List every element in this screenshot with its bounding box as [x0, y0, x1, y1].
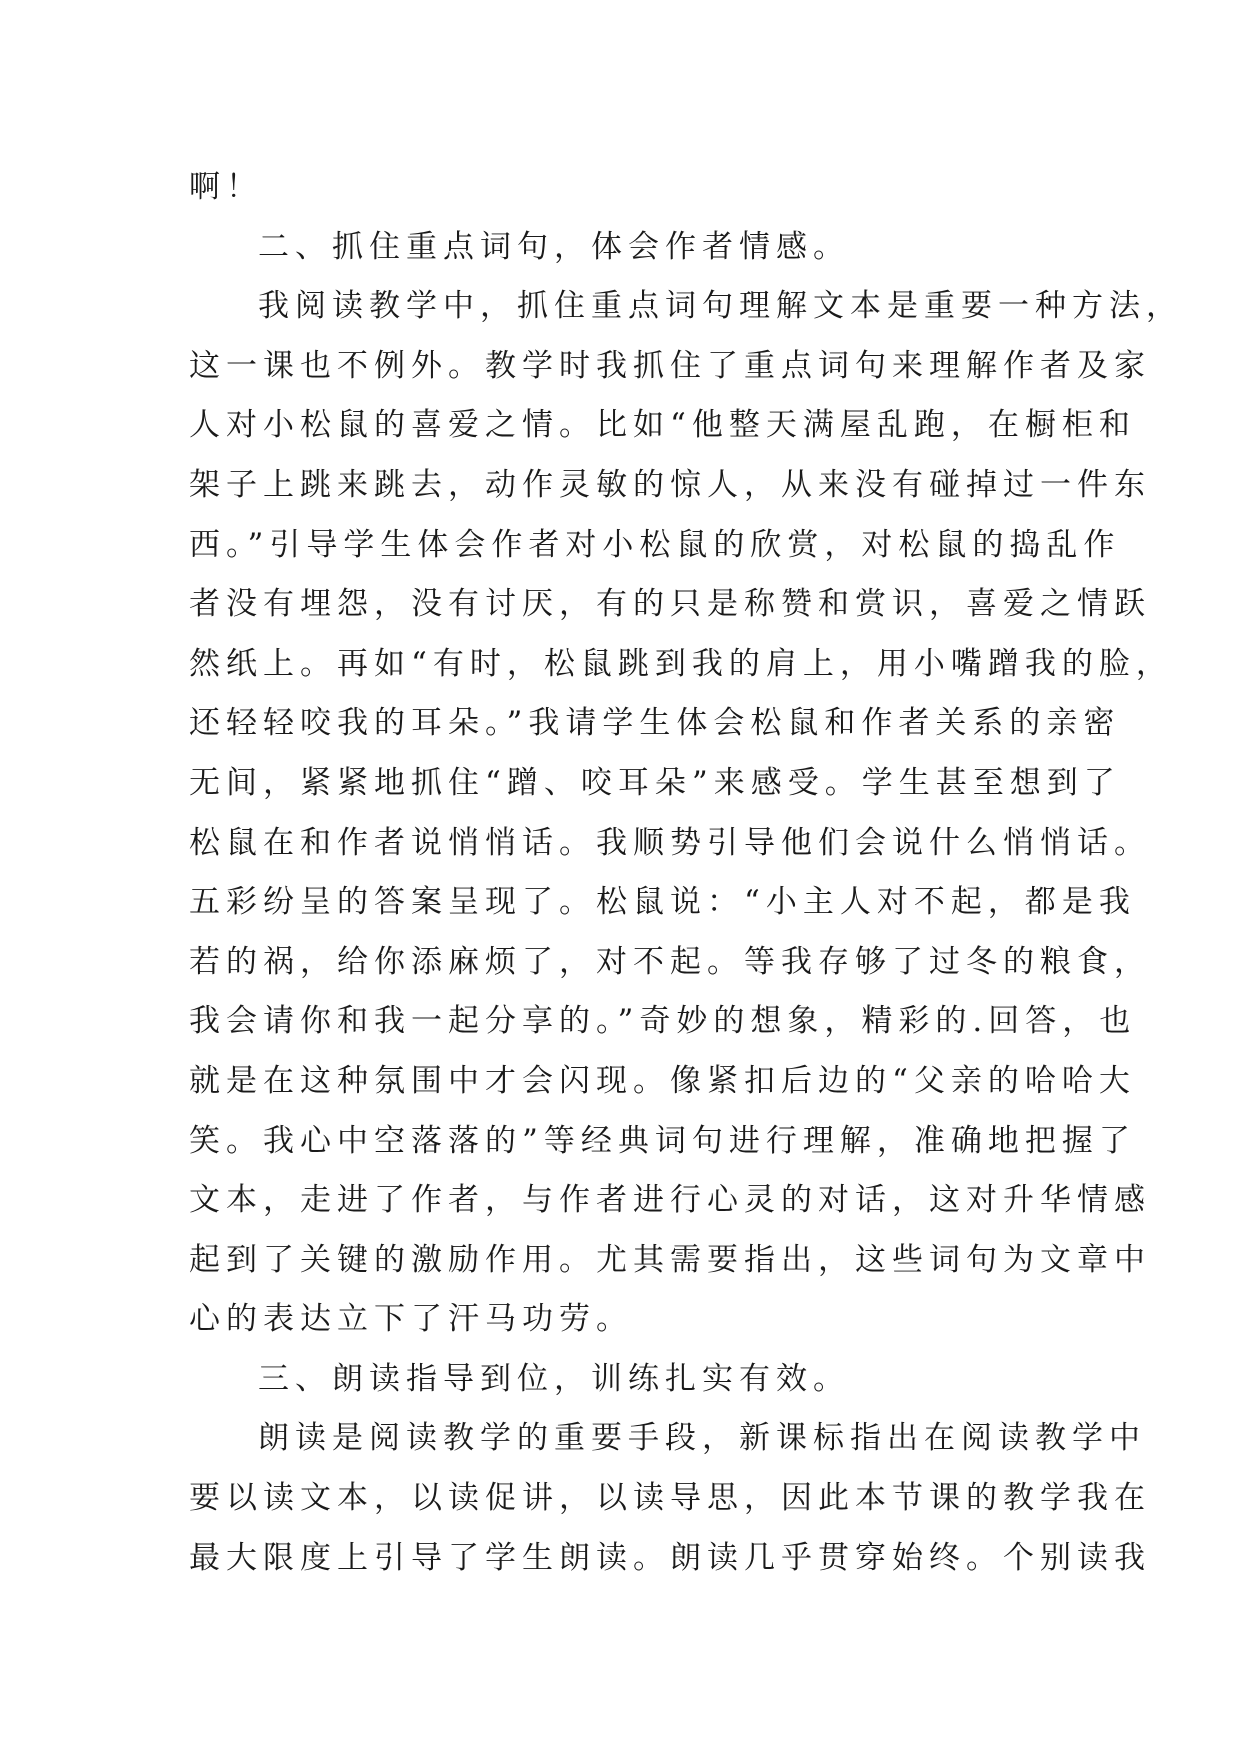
text-line: 架子上跳来跳去，动作灵敏的惊人，从来没有碰掉过一件东 [189, 466, 1151, 503]
text-line: 西。”引导学生体会作者对小松鼠的欣赏，对松鼠的捣乱作 [189, 526, 1121, 563]
text-line: 啊！ [189, 169, 263, 205]
document-body [189, 158, 1183, 1588]
text-line: 就是在这种氛围中才会闪现。像紧扣后边的“父亲的哈哈大 [189, 1062, 1136, 1099]
text-line: 五彩纷呈的答案呈现了。松鼠说：“小主人对不起，都是我 [189, 884, 1136, 921]
text-line: 者没有埋怨，没有讨厌，有的只是称赞和赏识，喜爱之情跃 [189, 586, 1151, 623]
text-line: 若的祸，给你添麻烦了，对不起。等我存够了过冬的粮食， [189, 943, 1151, 980]
text-line: 笑。我心中空落落的”等经典词句进行理解，准确地把握了 [189, 1122, 1136, 1159]
text-line: 我阅读教学中，抓住重点词句理解文本是重要一种方法， [258, 288, 1183, 325]
text-line: 起到了关键的激励作用。尤其需要指出，这些词句为文章中 [189, 1241, 1151, 1278]
text-line: 人对小松鼠的喜爱之情。比如“他整天满屋乱跑，在橱柜和 [189, 407, 1136, 444]
text-line: 无间，紧紧地抓住“蹭、咬耳朵”来感受。学生甚至想到了 [189, 764, 1121, 801]
text-line: 心的表达立下了汗马功劳。 [189, 1301, 633, 1338]
text-line: 松鼠在和作者说悄悄话。我顺势引导他们会说什么悄悄话。 [189, 824, 1151, 861]
section-heading-3: 三、朗读指导到位，训练扎实有效。 [258, 1360, 850, 1397]
text-line: 文本，走进了作者，与作者进行心灵的对话，这对升华情感 [189, 1182, 1151, 1219]
text-line: 这一课也不例外。教学时我抓住了重点词句来理解作者及家 [189, 347, 1151, 384]
text-line: 我会请你和我一起分享的。”奇妙的想象，精彩的.回答，也 [189, 1003, 1137, 1040]
text-line: 还轻轻咬我的耳朵。”我请学生体会松鼠和作者关系的亲密 [189, 705, 1121, 742]
text-line: 朗读是阅读教学的重要手段，新课标指出在阅读教学中 [258, 1420, 1146, 1457]
text-line: 最大限度上引导了学生朗读。朗读几乎贯穿始终。个别读我 [189, 1539, 1151, 1576]
text-line: 然纸上。再如“有时，松鼠跳到我的肩上，用小嘴蹭我的脸， [189, 645, 1173, 682]
section-heading-2: 二、抓住重点词句，体会作者情感。 [258, 228, 850, 265]
text-line: 要以读文本，以读促讲，以读导思，因此本节课的教学我在 [189, 1480, 1151, 1517]
